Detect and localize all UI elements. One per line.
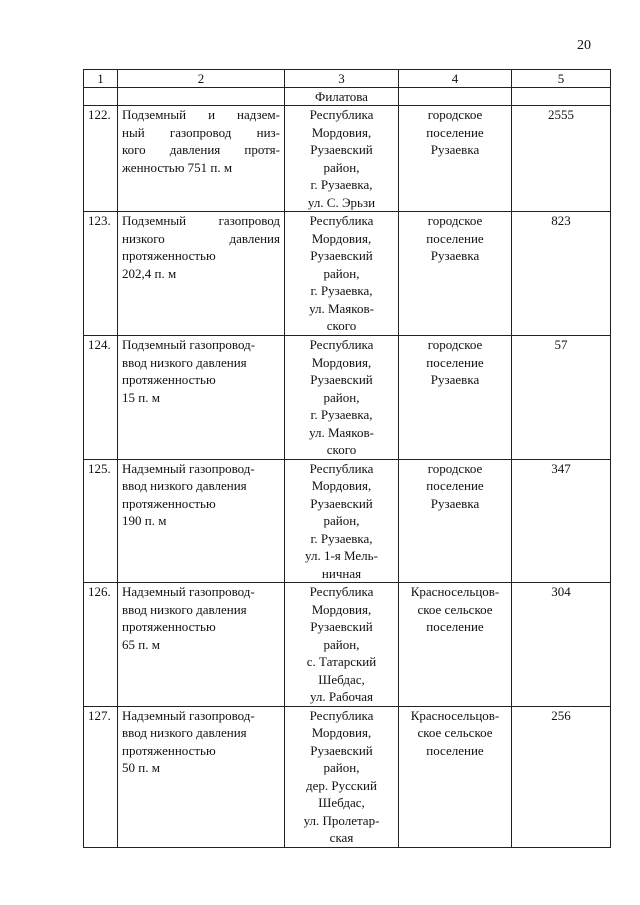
continuation-cell-empty — [84, 88, 118, 106]
gas-pipeline-registry-table — [83, 69, 611, 848]
description-line: ввод низкого давления — [122, 725, 247, 740]
settlement-line: поселение — [426, 354, 484, 370]
row-number: 123. — [84, 212, 118, 336]
description-line: Подземный и надзем- — [122, 107, 280, 122]
settlement-name — [399, 212, 512, 336]
address-line: Республика — [309, 337, 374, 352]
address-line: г. Рузаевка, — [310, 407, 373, 422]
continuation-cell-empty — [118, 88, 285, 106]
address-line: Шебдас, — [318, 671, 365, 687]
description-line: низкого давления — [122, 230, 280, 246]
address-line: Республика — [309, 213, 374, 228]
description-line: протяженностью — [122, 248, 216, 263]
description-line: протяженностью — [122, 372, 216, 387]
settlement-line: городское — [427, 213, 483, 228]
settlement-line: Рузаевка — [430, 142, 480, 157]
continuation-row — [84, 88, 611, 106]
object-address — [285, 106, 399, 212]
settlement-name — [399, 706, 512, 847]
settlement-line: поселение — [426, 742, 484, 758]
description-line: Подземный газопровод — [122, 213, 280, 228]
settlement-line: Рузаевка — [430, 248, 480, 263]
settlement-line: поселение — [426, 230, 484, 246]
address-line: район, — [323, 513, 360, 528]
continuation-address-text: Филатова — [285, 88, 399, 106]
description-line: ввод низкого давления — [122, 354, 247, 370]
address-line: ничная — [321, 565, 362, 581]
settlement-line: поселение — [426, 619, 484, 634]
address-line: Мордовия, — [311, 230, 372, 246]
object-address — [285, 336, 399, 460]
address-line: Мордовия, — [311, 124, 372, 140]
address-line: Мордовия, — [311, 725, 372, 740]
description-line: кого давления протя- — [122, 142, 280, 157]
address-line: Шебдас, — [318, 795, 365, 810]
address-line: Рузаевский — [310, 372, 373, 387]
address-line: район, — [323, 389, 360, 405]
settlement-line: ское сельское — [417, 725, 493, 740]
address-line: район, — [323, 159, 360, 175]
row-number: 122. — [84, 106, 118, 212]
table-row — [84, 459, 611, 583]
description-line: протяженностью — [122, 619, 216, 634]
address-line: ул. Пролетар- — [303, 812, 380, 828]
address-line: Республика — [309, 107, 374, 122]
continuation-cell-empty — [512, 88, 611, 106]
description-line: 202,4 п. м — [122, 265, 177, 281]
object-value: 57 — [512, 336, 611, 460]
table-row — [84, 583, 611, 707]
description-line: ввод низкого давления — [122, 601, 247, 617]
column-header-2: 2 — [118, 70, 285, 88]
row-number: 125. — [84, 459, 118, 583]
object-description — [118, 459, 285, 583]
object-value: 347 — [512, 459, 611, 583]
row-number: 127. — [84, 706, 118, 847]
row-number: 124. — [84, 336, 118, 460]
address-line: г. Рузаевка, — [310, 530, 373, 546]
settlement-line: городское — [427, 337, 483, 352]
object-description — [118, 106, 285, 212]
object-address — [285, 459, 399, 583]
settlement-line: поселение — [426, 124, 484, 140]
address-line: Республика — [309, 584, 374, 599]
table-row — [84, 106, 611, 212]
object-value: 256 — [512, 706, 611, 847]
address-line: ул. С. Эрьзи — [307, 194, 376, 210]
description-line: ный газопровод низ- — [122, 124, 280, 140]
object-description — [118, 706, 285, 847]
address-line: г. Рузаевка, — [310, 283, 373, 298]
address-line: с. Татарский — [306, 654, 377, 669]
address-line: г. Рузаевка, — [310, 177, 373, 192]
settlement-name — [399, 459, 512, 583]
address-line: район, — [323, 265, 360, 281]
address-line: ул. Рабочая — [310, 689, 373, 704]
settlement-line: Рузаевка — [430, 372, 480, 387]
address-line: Мордовия, — [311, 601, 372, 617]
continuation-cell-empty — [399, 88, 512, 106]
description-line: 15 п. м — [122, 389, 160, 405]
address-line: ул. 1-я Мель- — [305, 548, 378, 563]
object-description — [118, 212, 285, 336]
settlement-line: городское — [427, 460, 483, 476]
description-line: Надземный газопровод- — [122, 707, 255, 723]
address-line: ского — [326, 442, 357, 457]
description-line: Подземный газопровод- — [122, 337, 256, 352]
settlement-line: поселение — [426, 478, 484, 493]
address-line: Рузаевский — [310, 142, 373, 157]
address-line: ская — [329, 830, 354, 845]
description-line: Надземный газопровод- — [122, 460, 255, 476]
table-row — [84, 706, 611, 847]
address-line: район, — [323, 760, 360, 775]
address-line: Рузаевский — [310, 495, 373, 511]
column-header-5: 5 — [512, 70, 611, 88]
address-line: ул. Маяков- — [309, 424, 374, 440]
object-address — [285, 583, 399, 707]
settlement-line: городское — [427, 107, 483, 122]
object-value: 2555 — [512, 106, 611, 212]
table-row — [84, 336, 611, 460]
settlement-name — [399, 106, 512, 212]
address-line: Рузаевский — [310, 248, 373, 263]
description-line: 50 п. м — [122, 760, 160, 775]
description-line: протяженностью — [122, 495, 216, 511]
description-line: ввод низкого давления — [122, 478, 247, 493]
description-line: Надземный газопровод- — [122, 584, 255, 599]
description-line: 190 п. м — [122, 513, 167, 528]
settlement-line: Красносельцов- — [410, 707, 500, 723]
address-line: Рузаевский — [310, 742, 373, 758]
address-line: ул. Маяков- — [309, 300, 374, 316]
column-header-3: 3 — [285, 70, 399, 88]
description-line: протяженностью — [122, 742, 216, 758]
settlement-line: ское сельское — [417, 601, 493, 617]
address-line: Мордовия, — [311, 478, 372, 493]
address-line: ского — [326, 318, 357, 333]
object-description — [118, 583, 285, 707]
object-value: 304 — [512, 583, 611, 707]
object-address — [285, 212, 399, 336]
column-header-4: 4 — [399, 70, 512, 88]
object-description — [118, 336, 285, 460]
description-line: 65 п. м — [122, 636, 160, 652]
table-row — [84, 212, 611, 336]
settlement-line: Красносельцов- — [410, 584, 500, 599]
page-number: 20 — [577, 38, 591, 53]
column-number-header-row — [84, 70, 611, 88]
description-line: женностью 751 п. м — [122, 159, 233, 175]
object-value: 823 — [512, 212, 611, 336]
settlement-name — [399, 336, 512, 460]
row-number: 126. — [84, 583, 118, 707]
address-line: Республика — [309, 707, 374, 723]
address-line: Рузаевский — [310, 619, 373, 634]
address-line: Республика — [309, 460, 374, 476]
object-address — [285, 706, 399, 847]
settlement-line: Рузаевка — [430, 495, 480, 511]
address-line: Мордовия, — [311, 354, 372, 370]
settlement-name — [399, 583, 512, 707]
address-line: дер. Русский — [306, 777, 377, 793]
column-header-1: 1 — [84, 70, 118, 88]
address-line: район, — [323, 636, 360, 652]
